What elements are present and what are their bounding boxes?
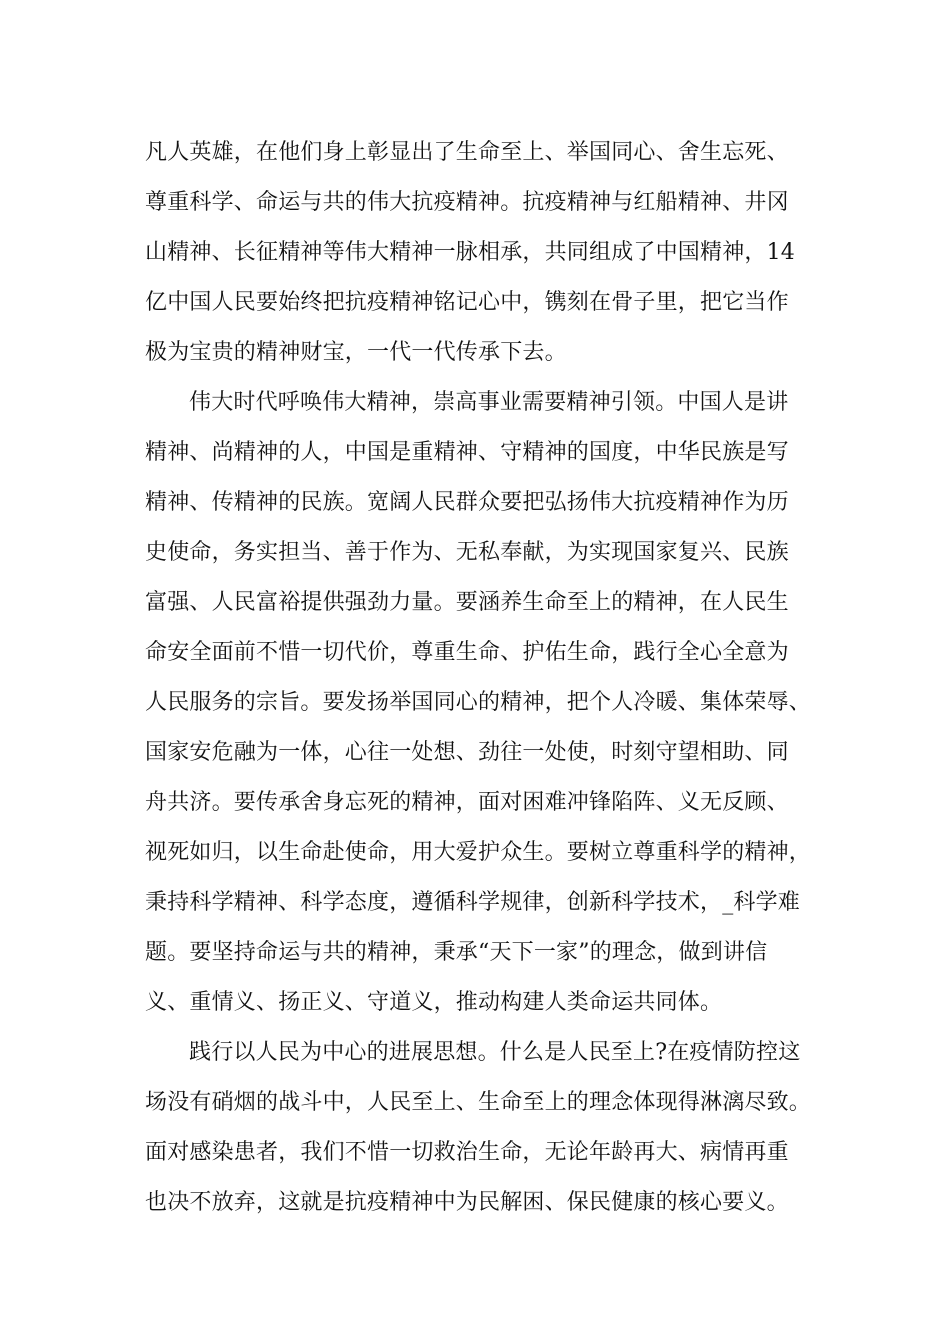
- text-line: 也决不放弃，这就是抗疫精神中为民解困、保民健康的核心要义。: [145, 1190, 789, 1215]
- text-line: 国家安危融为一体，心往一处想、劲往一处使，时刻守望相助、同: [145, 740, 789, 765]
- text-line: 践行以人民为中心的进展思想。什么是人民至上?在疫情防控这: [189, 1040, 801, 1065]
- text-line: 富强、人民富裕提供强劲力量。要涵养生命至上的精神，在人民生: [145, 590, 789, 615]
- text-line: 尊重科学、命运与共的伟大抗疫精神。抗疫精神与红船精神、井冈: [145, 190, 789, 215]
- text-line: 秉持科学精神、科学态度，遵循科学规律，创新科学技术，_科学难: [145, 890, 801, 915]
- text-line: 史使命，务实担当、善于作为、无私奉献，为实现国家复兴、民族: [145, 540, 789, 565]
- text-line: 精神、传精神的民族。宽阔人民群众要把弘扬伟大抗疫精神作为历: [145, 490, 789, 515]
- text-line: 舟共济。要传承舍身忘死的精神，面对困难冲锋陷阵、义无反顾、: [145, 790, 789, 815]
- text-line: 义、重情义、扬正义、守道义，推动构建人类命运共同体。: [145, 990, 723, 1015]
- text-line: 极为宝贵的精神财宝，一代一代传承下去。: [145, 340, 567, 365]
- document-body: [145, 128, 830, 1228]
- text-line: 视死如归，以生命赴使命，用大爱护众生。要树立尊重科学的精神，: [145, 840, 812, 865]
- text-line: 山精神、长征精神等伟大精神一脉相承，共同组成了中国精神，14: [145, 240, 795, 265]
- paragraph-2: [145, 378, 830, 1028]
- text-line: 伟大时代呼唤伟大精神，崇高事业需要精神引领。中国人是讲: [189, 390, 789, 415]
- text-line: 精神、尚精神的人，中国是重精神、守精神的国度，中华民族是写: [145, 440, 789, 465]
- text-line: 场没有硝烟的战斗中，人民至上、生命至上的理念体现得淋漓尽致。: [145, 1090, 812, 1115]
- paragraph-3: [145, 1028, 830, 1228]
- text-line: 人民服务的宗旨。要发扬举国同心的精神，把个人冷暖、集体荣辱、: [145, 690, 812, 715]
- text-line: 亿中国人民要始终把抗疫精神铭记心中，镌刻在骨子里，把它当作: [145, 290, 789, 315]
- text-line: 面对感染患者，我们不惜一切救治生命，无论年龄再大、病情再重: [145, 1140, 789, 1165]
- text-line: 凡人英雄，在他们身上彰显出了生命至上、举国同心、舍生忘死、: [145, 140, 789, 165]
- text-line: 命安全面前不惜一切代价，尊重生命、护佑生命，践行全心全意为: [145, 640, 789, 665]
- text-line: 题。要坚持命运与共的精神，秉承“天下一家”的理念，做到讲信: [145, 940, 768, 965]
- paragraph-1: [145, 128, 830, 378]
